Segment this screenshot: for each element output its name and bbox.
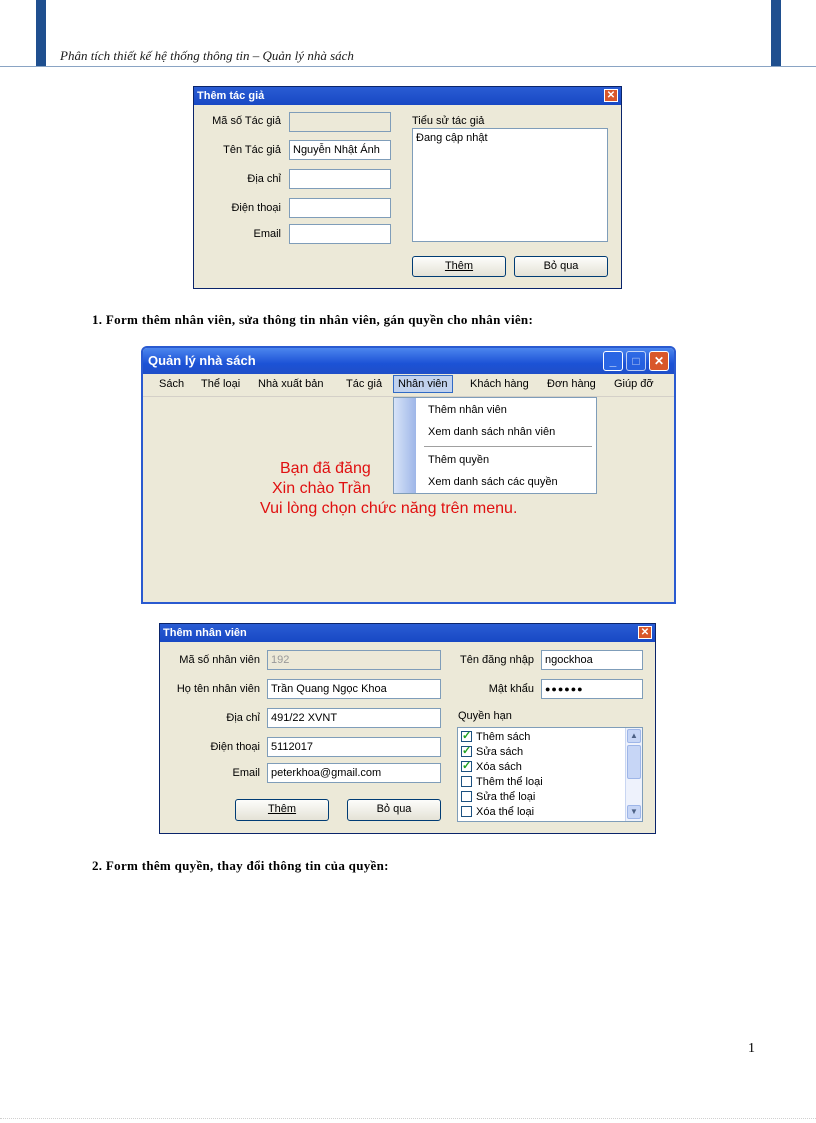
checkbox-unchecked[interactable]	[461, 806, 472, 817]
add-employee-title: Thêm nhân viên	[163, 627, 247, 639]
checkbox-checked[interactable]	[461, 746, 472, 757]
welcome-line-3: Vui lòng chọn chức năng trên menu.	[260, 500, 518, 517]
employee-skip-label: Bỏ qua	[376, 803, 412, 815]
permission-item[interactable]	[461, 745, 523, 760]
document-header-title: Phân tích thiết kế hệ thống thông tin – Quản lý nhà sách	[60, 48, 354, 63]
author-bio-textarea[interactable]: Đang cập nhật	[412, 128, 608, 242]
menu-giup-do[interactable]: Giúp đỡ	[614, 378, 654, 390]
author-add-label: Thêm	[444, 260, 474, 272]
permission-label: Sửa thể loại	[476, 791, 536, 803]
permissions-listbox	[457, 727, 643, 822]
author-phone-field[interactable]	[289, 198, 391, 218]
welcome-line-2: Xin chào Trần	[272, 480, 371, 497]
permission-item[interactable]	[461, 730, 530, 745]
menu-nha-xuat-ban[interactable]: Nhà xuất bản	[258, 378, 324, 390]
author-address-field[interactable]	[289, 169, 391, 189]
menu-khach-hang[interactable]: Khách hàng	[470, 378, 529, 390]
author-id-label: Mã số Tác giả	[212, 115, 281, 127]
checkbox-unchecked[interactable]	[461, 776, 472, 787]
author-name-field[interactable]: Nguyễn Nhật Ánh	[289, 140, 391, 160]
dropdown-gutter	[394, 398, 416, 493]
permission-item[interactable]	[461, 760, 522, 775]
dropdown-separator	[424, 446, 592, 447]
employee-name-label: Họ tên nhân viên	[176, 683, 260, 695]
menu-don-hang[interactable]: Đơn hàng	[547, 378, 596, 390]
add-author-title: Thêm tác giả	[197, 90, 265, 102]
menu-tac-gia[interactable]: Tác giả	[346, 378, 383, 390]
author-id-field	[289, 112, 391, 132]
scroll-thumb[interactable]	[627, 745, 641, 779]
employee-phone-field[interactable]: 5112017	[267, 737, 441, 757]
author-skip-label: Bỏ qua	[543, 260, 579, 272]
menu-sach[interactable]: Sách	[159, 378, 185, 390]
password-label: Mật khẩu	[488, 683, 534, 695]
employee-add-button[interactable]	[235, 799, 329, 821]
dropdown-list-permissions[interactable]: Xem danh sách các quyền	[428, 476, 558, 488]
permission-label: Xóa sách	[476, 761, 522, 773]
header-rule	[0, 66, 816, 67]
add-author-titlebar	[194, 87, 621, 105]
author-email-label: Email	[253, 228, 281, 240]
dropdown-add-permission[interactable]: Thêm quyền	[428, 454, 490, 466]
checkbox-checked[interactable]	[461, 731, 472, 742]
app-titlebar	[143, 348, 674, 374]
add-employee-titlebar	[160, 624, 655, 642]
employee-skip-button[interactable]	[347, 799, 441, 821]
footer-rule	[0, 1118, 816, 1120]
permission-item[interactable]	[461, 775, 543, 790]
add-employee-dialog	[159, 623, 656, 834]
author-address-label: Địa chỉ	[247, 173, 281, 185]
username-field[interactable]: ngockhoa	[541, 650, 643, 670]
employee-email-field[interactable]: peterkhoa@gmail.com	[267, 763, 441, 783]
employee-name-field[interactable]: Trần Quang Ngọc Khoa	[267, 679, 441, 699]
employee-id-field: 192	[267, 650, 441, 670]
employee-dropdown-menu	[393, 397, 597, 494]
dropdown-list-employees[interactable]: Xem danh sách nhân viên	[428, 426, 556, 438]
employee-id-label: Mã số nhân viên	[179, 654, 260, 666]
author-bio-label: Tiểu sử tác giả	[412, 115, 485, 127]
dropdown-add-employee[interactable]: Thêm nhân viên	[428, 404, 507, 416]
username-label: Tên đăng nhập	[459, 654, 534, 666]
caption-employee-form: 1. Form thêm nhân viên, sửa thông tin nhân viên, gán quyền cho nhân viên:	[92, 312, 534, 327]
author-add-button[interactable]	[412, 256, 506, 277]
employee-phone-label: Điện thoại	[210, 741, 260, 753]
permissions-label: Quyền hạn	[458, 710, 512, 722]
welcome-line-1: Bạn đã đăng	[280, 460, 371, 477]
menu-nhan-vien[interactable]: Nhân viên	[393, 375, 453, 393]
header-bar-left	[36, 0, 46, 66]
employee-add-label: Thêm	[267, 803, 297, 815]
author-email-field[interactable]	[289, 224, 391, 244]
checkbox-unchecked[interactable]	[461, 791, 472, 802]
author-phone-label: Điện thoại	[231, 202, 281, 214]
permission-item[interactable]	[461, 790, 535, 805]
app-title: Quản lý nhà sách	[148, 353, 256, 368]
header-bar-right	[771, 0, 781, 66]
add-author-dialog	[193, 86, 622, 289]
maximize-icon[interactable]: □	[626, 351, 646, 371]
caption-permission-form: 2. Form thêm quyền, thay đổi thông tin của quyền:	[92, 858, 389, 873]
close-icon[interactable]: ✕	[604, 89, 618, 102]
menu-bar	[143, 374, 674, 397]
permission-label: Sửa sách	[476, 746, 524, 758]
permission-item[interactable]	[461, 805, 534, 820]
employee-address-field[interactable]: 491/22 XVNT	[267, 708, 441, 728]
author-name-label: Tên Tác giả	[223, 144, 281, 156]
permission-label: Thêm thể loại	[476, 776, 543, 788]
bookstore-app-window	[141, 346, 676, 604]
author-skip-button[interactable]	[514, 256, 608, 277]
menu-the-loai[interactable]: Thể loại	[201, 378, 241, 390]
employee-email-label: Email	[232, 767, 260, 779]
minimize-icon[interactable]: _	[603, 351, 623, 371]
page-number: 1	[748, 1041, 755, 1056]
permission-label: Thêm sách	[476, 731, 531, 743]
permission-label: Xóa thể loại	[476, 806, 535, 818]
close-icon[interactable]: ✕	[649, 351, 669, 371]
checkbox-checked[interactable]	[461, 761, 472, 772]
scroll-up-icon[interactable]: ▲	[627, 729, 641, 743]
close-icon[interactable]: ✕	[638, 626, 652, 639]
employee-address-label: Địa chỉ	[226, 712, 260, 724]
permissions-scrollbar[interactable]	[625, 728, 642, 821]
scroll-down-icon[interactable]: ▼	[627, 805, 641, 819]
password-field[interactable]: ●●●●●●	[541, 679, 643, 699]
